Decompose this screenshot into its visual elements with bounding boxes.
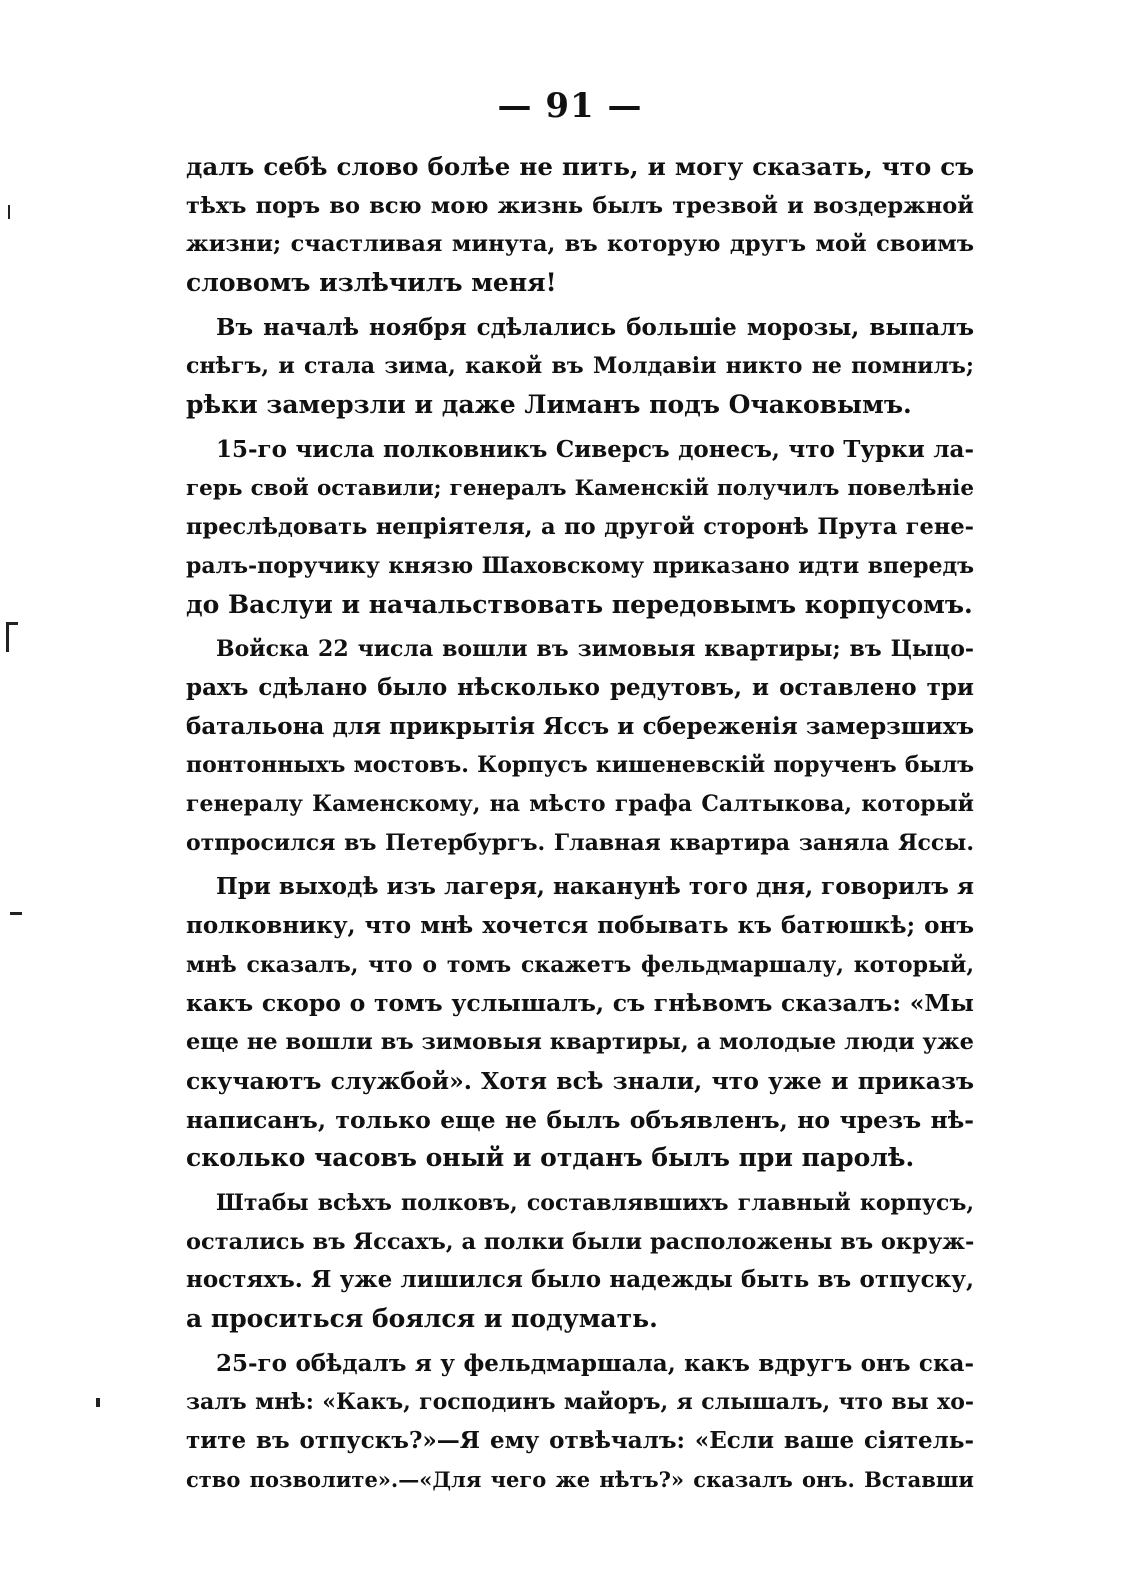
text-line: Штабы всѣхъ полковъ, составлявшихъ главный корпусъ, xyxy=(216,1189,974,1216)
body-text xyxy=(186,148,974,1499)
page-number: — 91 — xyxy=(497,86,643,126)
text-line: скучаютъ службой». Хотя всѣ знали, что уже и приказъ xyxy=(186,1066,974,1095)
text-line: При выходѣ изъ лагеря, наканунѣ того дня, говорилъ я xyxy=(216,873,974,901)
text-line: преслѣдовать непріятеля, а по другой сторонѣ Прута гене- xyxy=(186,514,974,541)
text-line: сколько часовъ оный и отданъ былъ при паролѣ. xyxy=(186,1143,915,1173)
text-line: залъ мнѣ: «Какъ, господинъ майоръ, я слышалъ, что вы хо- xyxy=(186,1389,974,1416)
text-line: герь свой оставили; генералъ Каменскій получилъ повелѣніе xyxy=(186,475,974,501)
text-line: далъ себѣ слово болѣе не пить, и могу сказать, что съ xyxy=(186,152,974,181)
text-line: ностяхъ. Я уже лишился было надежды быть въ отпуску, xyxy=(186,1266,974,1294)
scan-mark xyxy=(8,205,10,219)
text-line: рахъ сдѣлано было нѣсколько редутовъ, и оставлено три xyxy=(186,673,974,701)
text-line: еще не вошли въ зимовыя квартиры, а молодые люди уже xyxy=(186,1029,974,1056)
scan-mark xyxy=(96,1398,100,1407)
text-line: словомъ излѣчилъ меня! xyxy=(186,268,557,298)
text-line: генералу Каменскому, на мѣсто графа Салтыкова, который xyxy=(186,791,974,817)
text-line: понтонныхъ мостовъ. Корпусъ кишеневскій порученъ былъ xyxy=(186,752,974,779)
text-line: остались въ Яссахъ, а полки были расположены въ окруж- xyxy=(186,1228,975,1255)
text-line: 15-го числа полковникъ Сиверсъ донесъ, что Турки ла- xyxy=(216,435,974,463)
paragraph xyxy=(186,868,974,1178)
scan-mark xyxy=(6,622,9,652)
text-line: до Васлуи и начальствовать передовымъ корпусомъ. xyxy=(186,589,973,619)
text-line: ство позволите».—«Для чего же нѣтъ?» сказалъ онъ. Вставши xyxy=(186,1466,974,1492)
paragraph xyxy=(186,431,974,624)
text-line: тѣхъ поръ во всю мою жизнь былъ трезвой и воздержной xyxy=(186,192,974,219)
text-line: ралъ-поручику князю Шаховскому приказано идти впередъ xyxy=(186,552,974,579)
text-line: написанъ, только еще не былъ объявленъ, но чрезъ нѣ- xyxy=(186,1105,974,1134)
text-line: жизни; счастливая минута, въ которую другъ мой своимъ xyxy=(186,231,974,258)
text-line: Въ началѣ ноября сдѣлались большіе морозы, выпалъ xyxy=(216,313,974,341)
scan-mark xyxy=(10,912,22,915)
text-line: а проситься боялся и подумать. xyxy=(186,1303,658,1333)
paragraph xyxy=(186,1345,974,1500)
scan-mark xyxy=(6,622,18,625)
text-line: 25-го обѣдалъ я у фельдмаршала, какъ вдругъ онъ ска- xyxy=(216,1349,974,1377)
text-line: какъ скоро о томъ услышалъ, съ гнѣвомъ сказалъ: «Мы xyxy=(186,989,974,1018)
paragraph xyxy=(186,148,974,303)
text-line: рѣки замерзли и даже Лиманъ подъ Очаковымъ. xyxy=(186,390,912,420)
text-line: тите въ отпускъ?»—Я ему отвѣчалъ: «Если ваше сіятель- xyxy=(186,1427,974,1454)
text-line: полковнику, что мнѣ хочется побывать къ батюшкѣ; онъ xyxy=(186,912,974,940)
paragraph xyxy=(186,630,974,862)
text-line: снѣгъ, и стала зима, какой въ Молдавіи никто не помнилъ; xyxy=(186,353,974,380)
text-line: отпросился въ Петербургъ. Главная квартира заняла Яссы. xyxy=(186,829,974,856)
text-line: батальона для прикрытія Яссъ и сбереженія замерзшихъ xyxy=(186,712,974,740)
paragraph xyxy=(186,1184,974,1339)
text-line: мнѣ сказалъ, что о томъ скажетъ фельдмаршалу, который, xyxy=(186,951,974,978)
text-line: Войска 22 числа вошли въ зимовыя квартиры; въ Цыцо- xyxy=(216,636,974,663)
paragraph xyxy=(186,309,974,425)
